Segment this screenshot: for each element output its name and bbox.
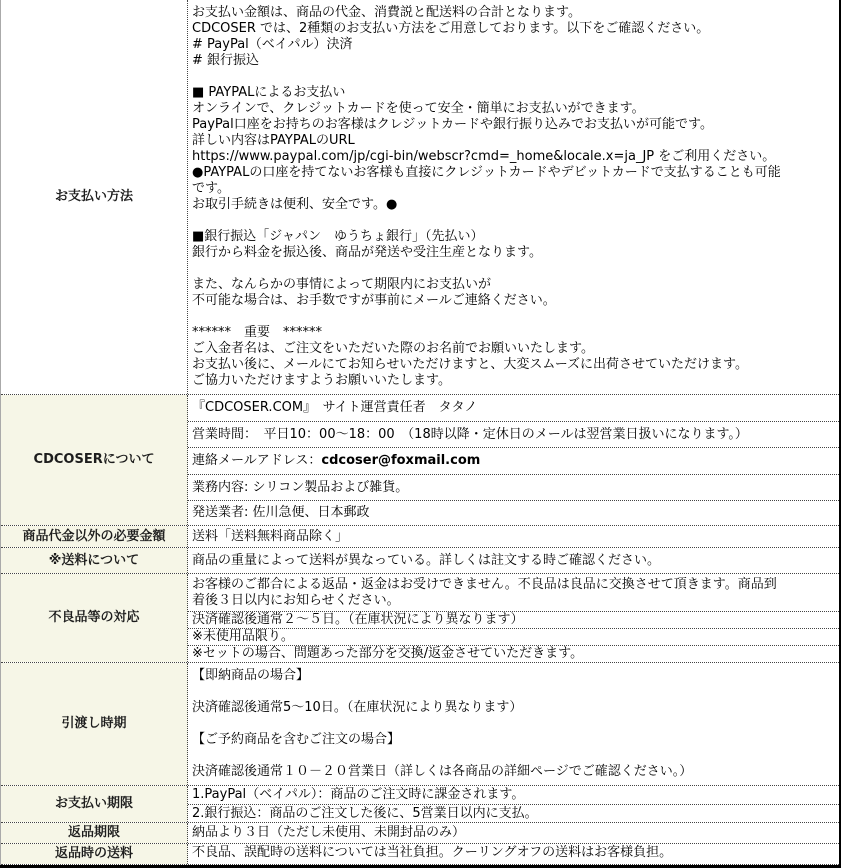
text-line [192,213,836,229]
section-payment-deadline [1,786,839,823]
text-line: です。 [192,181,230,196]
text-line: 決済確認後通常１０－２０営業日（詳しくは各商品の詳細ページでご確認ください。） [192,764,693,779]
section-about-cdcoser [1,395,839,526]
section-delivery-time [1,663,839,786]
text-line: 営業時間： 平日10：00～18：00 （18時以降・定休日のメールは翌営業日扱いになります。） [192,426,748,442]
email-address: cdcoser@foxmail.com [321,453,481,468]
text-line: 納品より３日（ただし未使用、未開封品のみ） [192,825,466,840]
row-content-shipping-note [188,548,839,573]
text-line: 発送業者: 佐川急便、日本郵政 [192,505,370,520]
row-label-shipping-note: ※送料について [1,548,188,573]
text-line: お支払い金額は、商品の代金、消費説と配送料の合計となります。 [192,5,581,20]
text-line: 銀行から料金を振込後、商品が発送や受注生産となります。 [192,245,542,260]
text-line: 業務内容: シリコン製品および雑貨。 [192,479,409,495]
text-line: 不可能な場合は、お手数ですが事前にメールご連絡ください。 [192,293,556,308]
text-line: 1.PayPal（ベイパル）：商品のご注文時に課金されます。 [192,787,525,802]
text-line: 詳しい内容はPAYPALのURL [192,133,355,148]
section-return-deadline [1,823,839,844]
table-row [188,421,839,447]
row-label-defective-items: 不良品等の対応 [1,574,188,662]
text-line: ※セットの場合、問題あった部分を交換/返金させていただきます。 [192,646,584,661]
row-content-return-deadline [188,823,839,843]
text-line: 『CDCOSER.COM』 サイト運営責任者 タタノ [192,400,478,415]
text-line: # PayPal（ベイパル）決済 [192,37,353,52]
row-label-extra-fees: 商品代金以外の必要金額 [1,526,188,547]
text-line: また、なんらかの事情によって期限内にお支払いが [192,277,492,292]
table-row [188,574,839,611]
row-content-return-shipping [188,844,839,864]
text-line: オンラインで、クレジットカードを使って安全・簡単にお支払いができます。 [192,101,645,116]
text-line: お取引手続きは便利、安全です。● [192,197,398,212]
row-content-payment-method [188,0,839,394]
row-content-payment-deadline [188,786,839,822]
text-line: 着後３日以内にお知らせください。 [192,592,400,608]
table-row [188,804,839,822]
row-content-defective-items [188,574,839,662]
text-line: 【即納商品の場合】 [192,668,310,683]
table-row [188,823,839,843]
text-line: 不良品、誤配時の送料については当社負担。クーリングオフの送料はお客様負担。 [192,845,673,860]
text-line: お客様のご都合による返品・返金はお受けできません。不良品は良品に交換させて頂きます。商品到 [192,576,777,592]
text-line: https://www.paypal.com/jp/cgi-bin/webscr?cmd=_home&locale.x=ja_JP をご利用ください。 [192,149,776,164]
table-row [188,611,839,628]
table-row [188,447,839,474]
table-row [188,474,839,500]
table-row [188,526,839,547]
section-extra-fees [1,526,839,548]
table-row [188,663,839,785]
text-line: お支払い後に、メールにてお知らせいただけますと、大変スムーズに出荷させていただけます。 [192,357,749,372]
text-line: 決済確認後通常5～10日。（在庫状況により異なります） [192,700,523,715]
table-row [188,628,839,645]
row-label-delivery-time: 引渡し時期 [1,663,188,785]
text-line: ご協力いただけますようお願いいたします。 [192,373,451,388]
row-label-payment-method: お支払い方法 [1,0,188,394]
text-line: PayPal口座をお持ちのお客様はクレジットカードや銀行振り込みでお支払いが可能です。 [192,117,713,132]
text-line: 【ご予約商品を含むご注文の場合】 [192,732,401,747]
text-line: ご入金者名は、ご注文をいただいた際のお名前でお願いいたします。 [192,341,594,356]
row-label-about-cdcoser: CDCOSERについて [1,395,188,525]
text-line [192,309,836,325]
text-line: ****** 重要 ****** [192,325,323,340]
text-line: # 銀行振込 [192,53,260,68]
text-line: ●PAYPALの口座を持てないお客様も直接にクレジットカードやデビットカードで支払することも可能 [192,165,781,180]
table-row [188,500,839,525]
row-content-about-cdcoser [188,395,839,525]
section-defective-items [1,574,839,663]
text-line: 2.銀行振込：商品のご注文した後に、5営業日以内に支払。 [192,805,538,821]
text-line [192,69,836,85]
text-line [192,261,836,277]
row-content-extra-fees [188,526,839,547]
text-line [192,453,836,469]
text-line [192,684,836,700]
text-line: 決済確認後通常２～５日。（在庫状況により異なります） [192,612,524,627]
table-row [188,645,839,662]
text-line: CDCOSER では、2種類のお支払い方法をご用意しております。以下をご確認ください。 [192,21,710,36]
text-line: ■銀行振込「ジャパン ゆうちょ銀行」（先払い） [192,229,484,244]
table-row [188,844,839,862]
row-content-delivery-time [188,663,839,785]
section-shipping-note [1,548,839,574]
table-row [188,548,839,573]
text-line: ※未使用品限り。 [192,629,294,644]
row-label-return-deadline: 返品期限 [1,823,188,843]
text-line: ■ PAYPALによるお支払い [192,85,346,100]
text-line: 商品の重量によって送料が異なっている。詳しくは註文する時ご確認ください。 [192,552,661,568]
text-line [192,716,836,732]
table-row [188,786,839,804]
section-return-shipping [1,844,839,865]
text-line [192,748,836,764]
email-label: 連絡メールアドレス： [192,453,322,468]
row-label-payment-deadline: お支払い期限 [1,786,188,822]
text-line: 送料「送料無料商品除く」 [192,528,349,544]
row-label-return-shipping: 返品時の送料 [1,844,188,864]
table-row [188,395,839,421]
table-row [188,0,839,394]
section-payment-method [1,0,839,395]
